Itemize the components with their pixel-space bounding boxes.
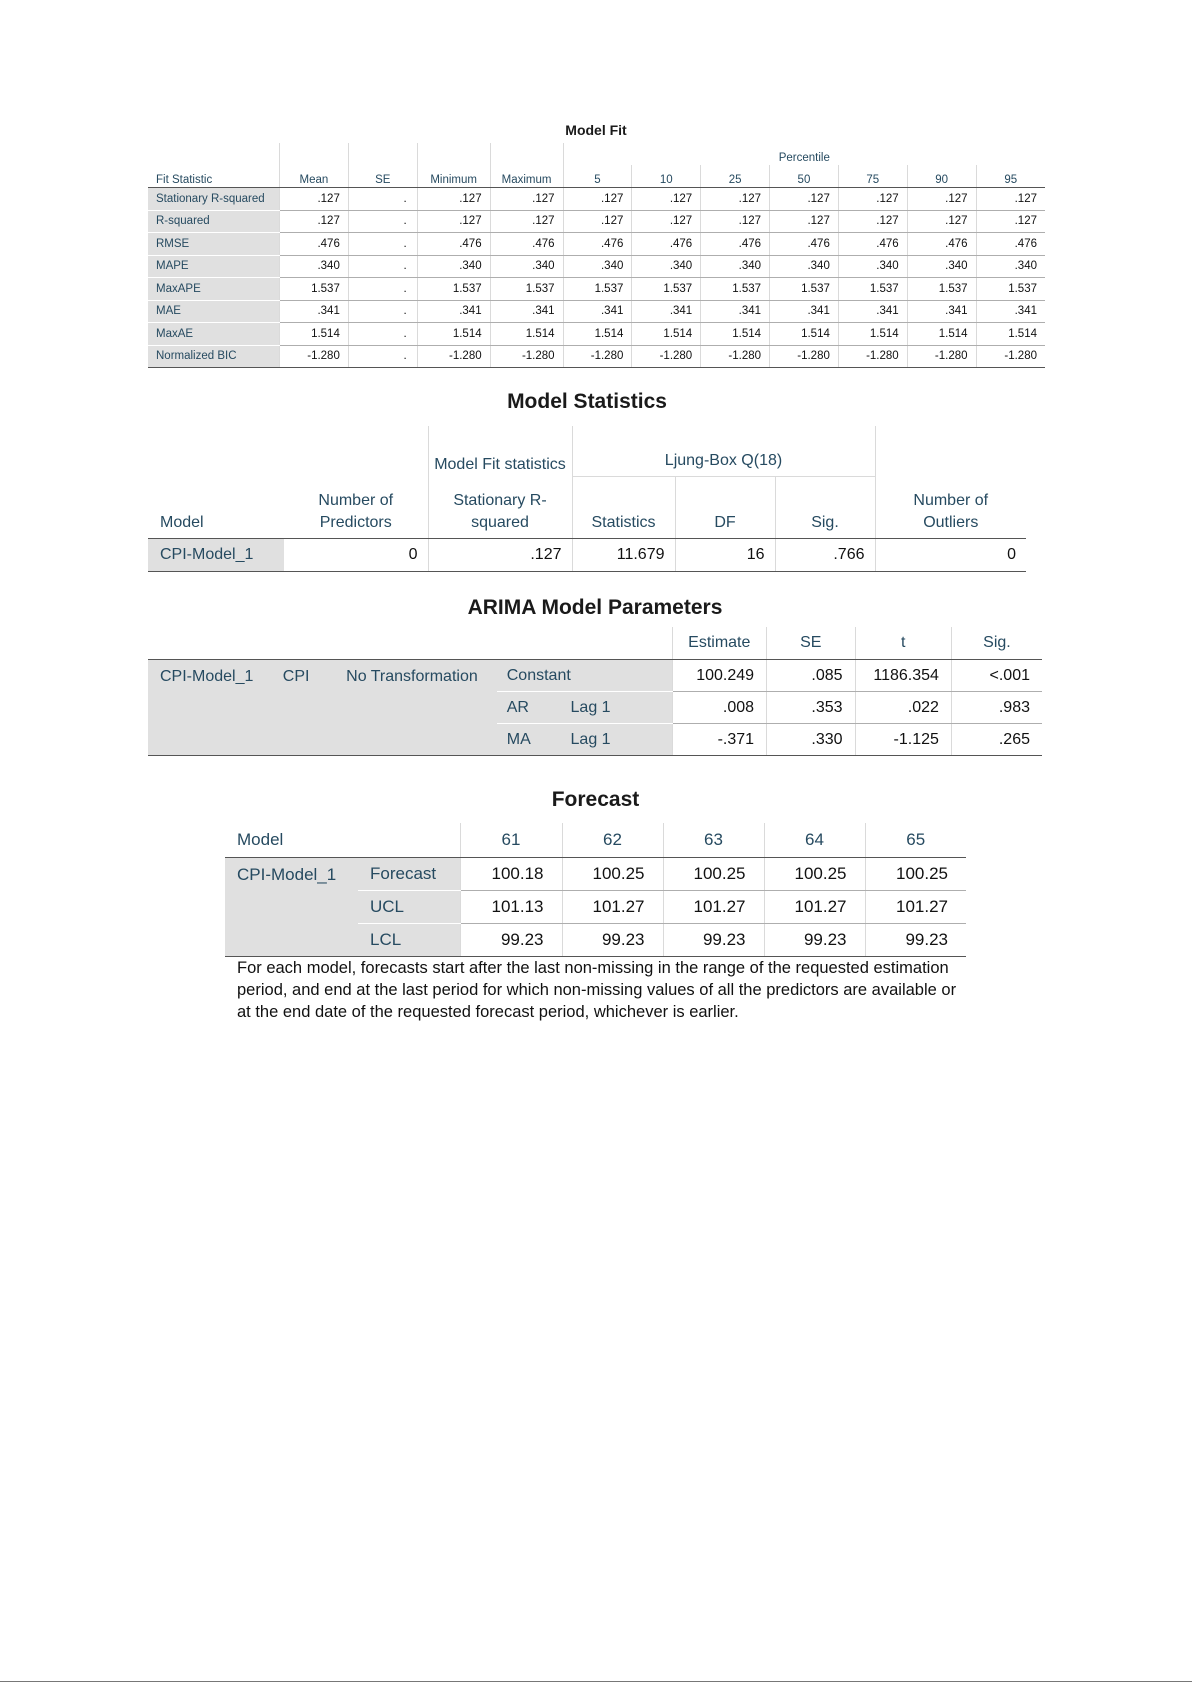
fit-statistic-cell: .476 bbox=[417, 233, 490, 256]
col-header: Mean bbox=[280, 165, 349, 188]
fit-statistic-cell: .341 bbox=[701, 300, 770, 323]
fit-statistic-cell: 1.514 bbox=[907, 323, 976, 346]
forecast-row-label: Forecast bbox=[358, 858, 460, 891]
model-statistics-title: Model Statistics bbox=[507, 390, 667, 413]
fit-statistic-cell: .127 bbox=[417, 210, 490, 233]
fit-statistic-cell: 1.514 bbox=[770, 323, 839, 346]
fit-statistic-cell: .476 bbox=[490, 233, 563, 256]
model-fit-statistics-header: Model Fit statistics bbox=[428, 426, 572, 476]
df-header: DF bbox=[675, 476, 775, 539]
fit-statistic-cell: .340 bbox=[701, 255, 770, 278]
fit-statistic-cell: .127 bbox=[563, 210, 632, 233]
fit-statistic-cell: .127 bbox=[701, 188, 770, 211]
se-cell: .353 bbox=[767, 692, 856, 724]
statistics-cell: 11.679 bbox=[572, 539, 675, 572]
col-header: 75 bbox=[838, 165, 907, 188]
forecast-title: Forecast bbox=[551, 788, 640, 811]
sig-cell: .265 bbox=[951, 724, 1042, 756]
fit-statistic-cell: .341 bbox=[490, 300, 563, 323]
forecast-cell: 99.23 bbox=[663, 924, 764, 957]
forecast-cell: 100.18 bbox=[460, 858, 562, 891]
fit-statistic-label: Stationary R-squared bbox=[148, 188, 280, 211]
t-cell: -1.125 bbox=[855, 724, 951, 756]
fit-statistic-label: Normalized BIC bbox=[148, 345, 280, 368]
fit-statistic-cell: -1.280 bbox=[563, 345, 632, 368]
fit-statistic-cell: .127 bbox=[632, 188, 701, 211]
fit-statistic-cell: . bbox=[348, 300, 417, 323]
forecast-cell: 100.25 bbox=[865, 858, 966, 891]
fit-statistic-cell: -1.280 bbox=[770, 345, 839, 368]
col-header: 90 bbox=[907, 165, 976, 188]
col-header: 10 bbox=[632, 165, 701, 188]
se-cell: .330 bbox=[767, 724, 856, 756]
col-header: Minimum bbox=[417, 165, 490, 188]
fit-statistic-cell: -1.280 bbox=[417, 345, 490, 368]
fit-statistic-cell: 1.537 bbox=[417, 278, 490, 301]
forecast-row-label: UCL bbox=[358, 891, 460, 924]
fit-statistic-label: MAE bbox=[148, 300, 280, 323]
forecast-cell: 101.27 bbox=[562, 891, 663, 924]
param-label: Constant bbox=[497, 660, 672, 692]
t-header: t bbox=[855, 627, 951, 660]
fit-statistic-cell: .127 bbox=[907, 188, 976, 211]
fit-statistic-cell: .127 bbox=[838, 188, 907, 211]
table-row bbox=[148, 233, 1045, 256]
fit-statistic-cell: 1.537 bbox=[701, 278, 770, 301]
fit-statistic-cell: . bbox=[348, 188, 417, 211]
number-of-predictors-cell: 0 bbox=[284, 539, 428, 572]
fit-statistic-cell: .127 bbox=[770, 210, 839, 233]
fit-statistic-cell: . bbox=[348, 233, 417, 256]
fit-statistic-cell: .476 bbox=[976, 233, 1045, 256]
fit-statistic-cell: .127 bbox=[976, 210, 1045, 233]
table-row bbox=[148, 210, 1045, 233]
sig-cell: <.001 bbox=[951, 660, 1042, 692]
page-bottom-rule bbox=[0, 1681, 1192, 1682]
fit-statistic-cell: . bbox=[348, 210, 417, 233]
table-row bbox=[148, 345, 1045, 368]
fit-statistic-cell: -1.280 bbox=[907, 345, 976, 368]
fit-statistic-cell: .476 bbox=[280, 233, 349, 256]
fit-statistic-cell: 1.537 bbox=[770, 278, 839, 301]
col-header: Maximum bbox=[490, 165, 563, 188]
fit-statistic-cell: .341 bbox=[632, 300, 701, 323]
estimate-cell: .008 bbox=[672, 692, 767, 724]
col-header: 95 bbox=[976, 165, 1045, 188]
forecast-cell: 99.23 bbox=[460, 924, 562, 957]
se-header: SE bbox=[767, 627, 856, 660]
fit-statistic-cell: .127 bbox=[632, 210, 701, 233]
model-name-cell: CPI-Model_1 bbox=[148, 539, 284, 572]
model-header: Model bbox=[225, 823, 460, 858]
fit-statistic-cell: 1.537 bbox=[490, 278, 563, 301]
forecast-cell: 99.23 bbox=[562, 924, 663, 957]
fit-statistic-cell: 1.514 bbox=[701, 323, 770, 346]
fit-statistic-cell: 1.514 bbox=[417, 323, 490, 346]
arima-transformation: No Transformation bbox=[334, 660, 497, 756]
sig-cell: .766 bbox=[775, 539, 875, 572]
arima-title: ARIMA Model Parameters bbox=[467, 596, 723, 619]
fit-statistic-cell: .341 bbox=[770, 300, 839, 323]
fit-statistic-cell: .127 bbox=[838, 210, 907, 233]
fit-statistic-cell: . bbox=[348, 323, 417, 346]
table-row bbox=[148, 188, 1045, 211]
fit-statistic-cell: . bbox=[348, 278, 417, 301]
fit-statistic-cell: .340 bbox=[976, 255, 1045, 278]
model-statistics-table bbox=[148, 426, 1026, 572]
estimate-header: Estimate bbox=[672, 627, 767, 660]
fit-statistic-cell: .341 bbox=[563, 300, 632, 323]
arima-model-name: CPI-Model_1 bbox=[148, 660, 271, 756]
fit-statistic-cell: -1.280 bbox=[632, 345, 701, 368]
forecast-cell: 101.27 bbox=[865, 891, 966, 924]
number-of-predictors-header: Number of Predictors bbox=[284, 476, 428, 539]
model-fit-header-row bbox=[148, 165, 1045, 188]
param-label: AR bbox=[497, 692, 561, 724]
forecast-cell: 100.25 bbox=[562, 858, 663, 891]
col-header: Fit Statistic bbox=[148, 165, 280, 188]
fit-statistic-cell: .476 bbox=[838, 233, 907, 256]
fit-statistic-cell: -1.280 bbox=[280, 345, 349, 368]
lag-label: Lag 1 bbox=[561, 692, 672, 724]
fit-statistic-cell: .340 bbox=[490, 255, 563, 278]
period-header: 65 bbox=[865, 823, 966, 858]
sig-header: Sig. bbox=[951, 627, 1042, 660]
fit-statistic-cell: .341 bbox=[838, 300, 907, 323]
model-fit-title: Model Fit bbox=[565, 122, 627, 138]
forecast-cell: 101.27 bbox=[663, 891, 764, 924]
table-row bbox=[148, 323, 1045, 346]
forecast-cell: 101.27 bbox=[764, 891, 865, 924]
period-header: 61 bbox=[460, 823, 562, 858]
model-fit-body bbox=[148, 188, 1045, 368]
df-cell: 16 bbox=[675, 539, 775, 572]
period-header: 63 bbox=[663, 823, 764, 858]
fit-statistic-cell: .476 bbox=[701, 233, 770, 256]
fit-statistic-label: MaxAPE bbox=[148, 278, 280, 301]
table-row bbox=[148, 278, 1045, 301]
fit-statistic-cell: .476 bbox=[907, 233, 976, 256]
fit-statistic-cell: .340 bbox=[632, 255, 701, 278]
statistics-header: Statistics bbox=[572, 476, 675, 539]
forecast-footnote: For each model, forecasts start after the last non-missing in the range of the requested estimation period, and end at the last period for which non-missing values of all the predictors are available or at the end date of the requested forecast period, whichever is earlier. bbox=[237, 959, 957, 1021]
fit-statistic-cell: .340 bbox=[907, 255, 976, 278]
table-row bbox=[148, 300, 1045, 323]
model-fit-table bbox=[148, 143, 1045, 368]
fit-statistic-label: MAPE bbox=[148, 255, 280, 278]
fit-statistic-cell: -1.280 bbox=[490, 345, 563, 368]
fit-statistic-cell: 1.514 bbox=[632, 323, 701, 346]
period-header: 62 bbox=[562, 823, 663, 858]
fit-statistic-cell: 1.537 bbox=[632, 278, 701, 301]
fit-statistic-label: R-squared bbox=[148, 210, 280, 233]
fit-statistic-cell: 1.514 bbox=[976, 323, 1045, 346]
fit-statistic-cell: .341 bbox=[280, 300, 349, 323]
fit-statistic-cell: .127 bbox=[976, 188, 1045, 211]
fit-statistic-cell: 1.514 bbox=[280, 323, 349, 346]
arima-variable: CPI bbox=[271, 660, 334, 756]
fit-statistic-cell: .127 bbox=[280, 188, 349, 211]
forecast-cell: 99.23 bbox=[764, 924, 865, 957]
col-header: 25 bbox=[701, 165, 770, 188]
param-label: MA bbox=[497, 724, 561, 756]
forecast-row-label: LCL bbox=[358, 924, 460, 957]
fit-statistic-cell: .476 bbox=[632, 233, 701, 256]
fit-statistic-cell: .476 bbox=[770, 233, 839, 256]
fit-statistic-cell: .127 bbox=[907, 210, 976, 233]
forecast-cell: 99.23 bbox=[865, 924, 966, 957]
se-cell: .085 bbox=[767, 660, 856, 692]
arima-table bbox=[148, 627, 1042, 756]
fit-statistic-cell: 1.537 bbox=[907, 278, 976, 301]
forecast-cell: 101.13 bbox=[460, 891, 562, 924]
forecast-model-name: CPI-Model_1 bbox=[225, 858, 358, 957]
estimate-cell: -.371 bbox=[672, 724, 767, 756]
fit-statistic-cell: 1.537 bbox=[838, 278, 907, 301]
fit-statistic-cell: .127 bbox=[701, 210, 770, 233]
fit-statistic-label: RMSE bbox=[148, 233, 280, 256]
fit-statistic-cell: .341 bbox=[976, 300, 1045, 323]
fit-statistic-cell: 1.537 bbox=[563, 278, 632, 301]
period-header: 64 bbox=[764, 823, 865, 858]
fit-statistic-cell: . bbox=[348, 255, 417, 278]
model-header: Model bbox=[148, 476, 284, 539]
forecast-cell: 100.25 bbox=[764, 858, 865, 891]
sig-header: Sig. bbox=[775, 476, 875, 539]
fit-statistic-cell: .340 bbox=[838, 255, 907, 278]
fit-statistic-cell: 1.537 bbox=[976, 278, 1045, 301]
fit-statistic-cell: 1.514 bbox=[490, 323, 563, 346]
stationary-r-squared-header: Stationary R-squared bbox=[428, 476, 572, 539]
number-of-outliers-cell: 0 bbox=[875, 539, 1026, 572]
fit-statistic-cell: .340 bbox=[280, 255, 349, 278]
fit-statistic-label: MaxAE bbox=[148, 323, 280, 346]
fit-statistic-cell: .127 bbox=[280, 210, 349, 233]
table-row bbox=[225, 858, 966, 891]
fit-statistic-cell: -1.280 bbox=[838, 345, 907, 368]
percentile-header-row bbox=[148, 143, 1045, 165]
estimate-cell: 100.249 bbox=[672, 660, 767, 692]
forecast-table bbox=[225, 823, 966, 957]
fit-statistic-cell: -1.280 bbox=[701, 345, 770, 368]
ljung-box-header: Ljung-Box Q(18) bbox=[572, 426, 875, 476]
table-row bbox=[148, 255, 1045, 278]
fit-statistic-cell: .127 bbox=[770, 188, 839, 211]
fit-statistic-cell: .127 bbox=[563, 188, 632, 211]
fit-statistic-cell: 1.537 bbox=[280, 278, 349, 301]
fit-statistic-cell: .127 bbox=[417, 188, 490, 211]
table-row bbox=[148, 539, 1026, 572]
col-header: 50 bbox=[770, 165, 839, 188]
fit-statistic-cell: .476 bbox=[563, 233, 632, 256]
fit-statistic-cell: .340 bbox=[770, 255, 839, 278]
sig-cell: .983 bbox=[951, 692, 1042, 724]
fit-statistic-cell: .341 bbox=[417, 300, 490, 323]
table-row bbox=[148, 660, 1042, 692]
percentile-group-header: Percentile bbox=[563, 143, 1045, 165]
col-header: 5 bbox=[563, 165, 632, 188]
forecast-cell: 100.25 bbox=[663, 858, 764, 891]
number-of-outliers-header: Number of Outliers bbox=[875, 476, 1026, 539]
col-header: SE bbox=[348, 165, 417, 188]
fit-statistic-cell: .127 bbox=[490, 210, 563, 233]
fit-statistic-cell: .340 bbox=[563, 255, 632, 278]
t-cell: .022 bbox=[855, 692, 951, 724]
stationary-r-squared-cell: .127 bbox=[428, 539, 572, 572]
fit-statistic-cell: -1.280 bbox=[976, 345, 1045, 368]
fit-statistic-cell: . bbox=[348, 345, 417, 368]
t-cell: 1186.354 bbox=[855, 660, 951, 692]
fit-statistic-cell: .341 bbox=[907, 300, 976, 323]
fit-statistic-cell: .127 bbox=[490, 188, 563, 211]
lag-label: Lag 1 bbox=[561, 724, 672, 756]
fit-statistic-cell: 1.514 bbox=[563, 323, 632, 346]
fit-statistic-cell: 1.514 bbox=[838, 323, 907, 346]
fit-statistic-cell: .340 bbox=[417, 255, 490, 278]
